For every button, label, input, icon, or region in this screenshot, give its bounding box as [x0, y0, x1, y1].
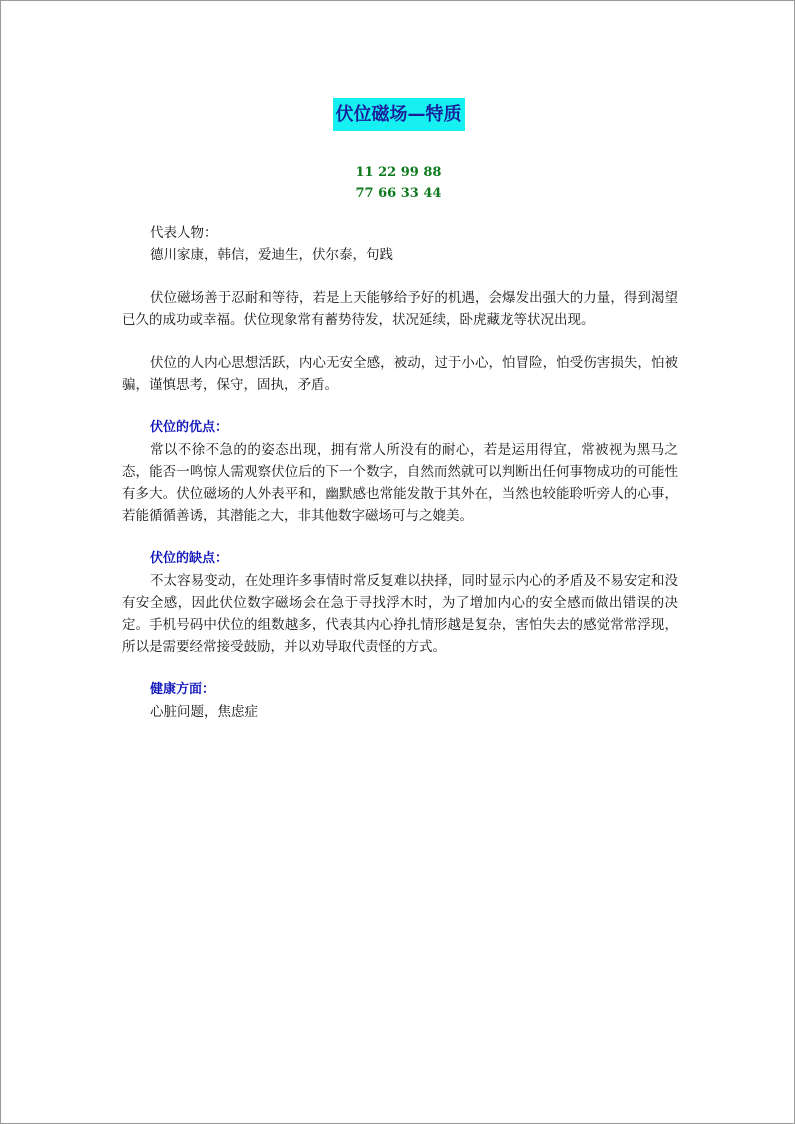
number-combinations [1, 162, 795, 204]
disadvantages-heading: 伏位的缺点： [150, 551, 229, 566]
document-body [122, 222, 678, 723]
number-line-1: 11 22 99 88 [355, 165, 442, 180]
paragraph-personality: 伏位的人内心思想活跃，内心无安全感，被动，过于小心，怕冒险，怕受伤害损失，怕被骗，谨慎思考，保守，固执，矛盾。 [122, 355, 678, 393]
representatives-names: 德川家康，韩信，爱迪生，伏尔泰，句践 [150, 247, 393, 263]
number-line-2: 77 66 33 44 [355, 186, 442, 201]
advantages-heading: 伏位的优点： [150, 420, 229, 435]
health-text: 心脏问题，焦虑症 [150, 704, 258, 720]
disadvantages-text: 不太容易变动，在处理许多事情时常反复难以抉择，同时显示内心的矛盾及不易安定和没有安全感，因此伏位数字磁场会在急于寻找浮木时，为了增加内心的安全感而做出错误的决定。手机号码中伏位的组数越多，代表其内心挣扎情形越是复杂，害怕失去的感觉常常浮现，所以是需要经常接受鼓励，并以劝导取代责怪的方式。 [122, 573, 678, 655]
paragraph-patience: 伏位磁场善于忍耐和等待，若是上天能够给予好的机遇，会爆发出强大的力量，得到渴望已久的成功或幸福。伏位现象常有蓄势待发，状况延续，卧虎藏龙等状况出现。 [122, 290, 678, 328]
representatives-label: 代表人物： [150, 225, 218, 241]
health-heading: 健康方面： [150, 682, 216, 697]
page-title: 伏位磁场—特质 [333, 98, 465, 131]
advantages-text: 常以不徐不急的的姿态出现，拥有常人所没有的耐心，若是运用得宜，常被视为黑马之态，能否一鸣惊人需观察伏位后的下一个数字，自然而然就可以判断出任何事物成功的可能性有多大。伏位磁场的人外表平和，幽默感也常能发散于其外在，当然也较能聆听旁人的心事，若能循循善诱，其潜能之大，非其他数字磁场可与之媲美。 [122, 442, 678, 524]
title-wrapper [1, 98, 795, 131]
